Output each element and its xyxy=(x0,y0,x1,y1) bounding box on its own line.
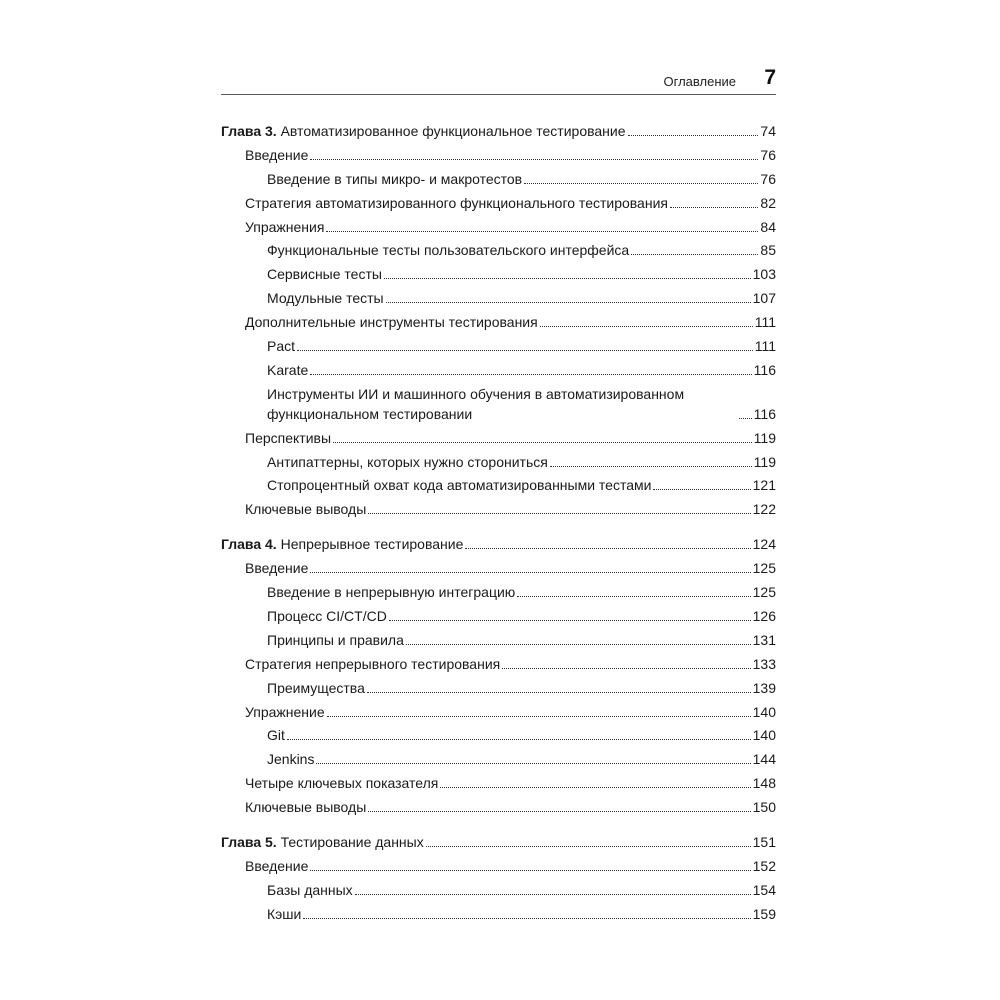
page-ref: 82 xyxy=(760,194,776,211)
entry-title: Стратегия непрерывного тестирования xyxy=(245,655,501,672)
dot-leader xyxy=(310,870,750,871)
toc-entry[interactable] xyxy=(221,193,776,213)
page-ref: 85 xyxy=(760,242,776,259)
page-ref: 74 xyxy=(760,123,776,139)
page-ref: 119 xyxy=(753,453,776,470)
toc-entry[interactable] xyxy=(221,169,776,189)
page-ref: 154 xyxy=(752,881,776,898)
entry-title: Базы данных xyxy=(267,881,353,898)
entry-title: Перспективы xyxy=(245,429,332,446)
toc-entry[interactable] xyxy=(221,240,776,260)
entry-title: Стратегия автоматизированного функционального тестирования xyxy=(245,194,668,211)
dot-leader xyxy=(368,811,750,812)
page-ref: 125 xyxy=(752,584,776,601)
page-ref: 126 xyxy=(752,608,776,625)
entry-title: Сервисные тесты xyxy=(267,266,382,283)
entry-title: Антипаттерны, которых нужно сторониться xyxy=(267,453,548,470)
toc-entry[interactable] xyxy=(221,384,776,424)
page-ref: 150 xyxy=(752,799,776,816)
page-ref: 151 xyxy=(752,834,776,851)
entry-title: Введение xyxy=(245,858,309,875)
dot-leader xyxy=(310,572,750,573)
toc-entry[interactable] xyxy=(221,336,776,356)
entry-title: Инструменты ИИ и машинного обучения в автоматизированном функциональном тестировании xyxy=(267,385,685,422)
dot-leader xyxy=(326,231,758,232)
toc-entry[interactable] xyxy=(221,264,776,284)
dot-leader xyxy=(540,326,753,327)
running-header-title: Оглавление xyxy=(663,74,736,89)
toc-entry[interactable] xyxy=(221,725,776,745)
toc-entry[interactable] xyxy=(221,145,776,165)
page-ref: 140 xyxy=(752,703,776,720)
toc-entry[interactable] xyxy=(221,558,776,578)
entry-title: Стопроцентный охват кода автоматизированными тестами xyxy=(267,477,652,494)
entry-title: Процесс CI/CT/CD xyxy=(267,608,387,625)
dot-leader xyxy=(465,548,750,549)
page-ref: 152 xyxy=(752,858,776,875)
entry-title: Введение в непрерывную интеграцию xyxy=(267,584,516,601)
page-ref: 119 xyxy=(753,429,776,446)
entry-title: Karate xyxy=(267,361,309,378)
page-ref: 76 xyxy=(760,146,776,163)
dot-leader xyxy=(631,254,758,255)
dot-leader xyxy=(550,466,752,467)
dot-leader xyxy=(368,513,750,514)
page-ref: 76 xyxy=(760,170,776,187)
page-ref: 111 xyxy=(754,338,776,355)
page-ref: 159 xyxy=(752,905,776,922)
dot-leader xyxy=(333,442,752,443)
toc-entry[interactable] xyxy=(221,702,776,722)
page-ref: 116 xyxy=(753,361,776,378)
entry-title: Ключевые выводы xyxy=(245,799,367,816)
page-ref: 131 xyxy=(752,631,776,648)
dot-leader xyxy=(310,159,758,160)
page-ref: 116 xyxy=(753,405,776,422)
entry-title: Введение xyxy=(245,560,309,577)
page-ref: 111 xyxy=(754,314,776,331)
dot-leader xyxy=(524,183,758,184)
page-header xyxy=(221,66,776,95)
toc-entry[interactable] xyxy=(221,499,776,519)
toc-entry[interactable] xyxy=(221,856,776,876)
page-ref: 140 xyxy=(752,727,776,744)
toc-entry[interactable] xyxy=(221,880,776,900)
entry-title: Pact xyxy=(267,338,296,355)
dot-leader xyxy=(287,739,751,740)
chapter-prefix: Глава 3. xyxy=(221,123,277,139)
toc-entry[interactable] xyxy=(221,452,776,472)
dot-leader xyxy=(502,668,750,669)
entry-title: Упражнение xyxy=(245,703,325,720)
toc-entry[interactable] xyxy=(221,606,776,626)
dot-leader xyxy=(406,644,751,645)
toc-entry[interactable] xyxy=(221,904,776,924)
dot-leader xyxy=(426,846,751,847)
chapter-title: Автоматизированное функциональное тестирование xyxy=(280,123,626,139)
entry-title: Дополнительные инструменты тестирования xyxy=(245,314,538,331)
page-ref: 144 xyxy=(752,751,776,768)
toc-entry[interactable] xyxy=(221,654,776,674)
dot-leader xyxy=(297,350,753,351)
entry-title: Git xyxy=(267,727,285,744)
toc-entry[interactable] xyxy=(221,749,776,769)
entry-title: Упражнения xyxy=(245,218,325,235)
chapter-3 xyxy=(221,121,776,519)
dot-leader xyxy=(440,787,750,788)
entry-title: Четыре ключевых показателя xyxy=(245,775,439,792)
dot-leader xyxy=(670,207,758,208)
toc-entry[interactable] xyxy=(221,288,776,308)
toc-entry[interactable] xyxy=(221,630,776,650)
dot-leader xyxy=(303,918,750,919)
dot-leader xyxy=(653,489,750,490)
toc-entry[interactable] xyxy=(221,678,776,698)
page-ref: 133 xyxy=(752,655,776,672)
dot-leader xyxy=(355,894,751,895)
page-ref: 122 xyxy=(752,501,776,518)
entry-title: Кэши xyxy=(267,905,302,922)
dot-leader xyxy=(386,302,751,303)
toc-entry[interactable] xyxy=(221,797,776,817)
toc-chapter-heading[interactable] xyxy=(221,121,776,141)
dot-leader xyxy=(316,763,750,764)
chapter-4 xyxy=(221,534,776,817)
dot-leader xyxy=(310,374,751,375)
chapter-title: Тестирование данных xyxy=(280,834,424,851)
entry-title: Принципы и правила xyxy=(267,631,404,648)
page-ref: 124 xyxy=(752,536,776,553)
page-ref: 121 xyxy=(752,477,776,494)
page-number: 7 xyxy=(764,66,776,89)
dot-leader xyxy=(517,596,750,597)
entry-title: Jenkins xyxy=(267,751,315,768)
chapter-prefix: Глава 4. xyxy=(221,536,277,553)
dot-leader xyxy=(384,278,751,279)
toc-entry[interactable] xyxy=(221,773,776,793)
entry-title: Введение xyxy=(245,146,309,163)
dot-leader xyxy=(739,418,752,419)
entry-title: Ключевые выводы xyxy=(245,501,367,518)
dot-leader xyxy=(628,135,759,136)
chapter-prefix: Глава 5. xyxy=(221,834,277,851)
dot-leader xyxy=(327,716,751,717)
page-ref: 84 xyxy=(760,218,776,235)
page-ref: 139 xyxy=(752,679,776,696)
toc-entry[interactable] xyxy=(221,217,776,237)
entry-title: Модульные тесты xyxy=(267,290,384,307)
page-ref: 103 xyxy=(752,266,776,283)
page-ref: 148 xyxy=(752,775,776,792)
chapter-title: Непрерывное тестирование xyxy=(280,536,464,553)
toc-chapter-heading[interactable] xyxy=(221,534,776,554)
entry-title: Преимущества xyxy=(267,679,365,696)
page-ref: 107 xyxy=(752,290,776,307)
toc-entry[interactable] xyxy=(221,582,776,602)
entry-title: Введение в типы микро- и макротестов xyxy=(267,170,523,187)
chapter-5 xyxy=(221,832,776,924)
entry-title: Функциональные тесты пользовательского интерфейса xyxy=(267,242,630,259)
dot-leader xyxy=(367,692,751,693)
toc-entry[interactable] xyxy=(221,360,776,380)
toc-entry[interactable] xyxy=(221,475,776,495)
page-ref: 125 xyxy=(752,560,776,577)
dot-leader xyxy=(389,620,751,621)
toc-entry[interactable] xyxy=(221,312,776,332)
toc-entry[interactable] xyxy=(221,428,776,448)
table-of-contents xyxy=(221,121,776,939)
toc-chapter-heading[interactable] xyxy=(221,832,776,852)
